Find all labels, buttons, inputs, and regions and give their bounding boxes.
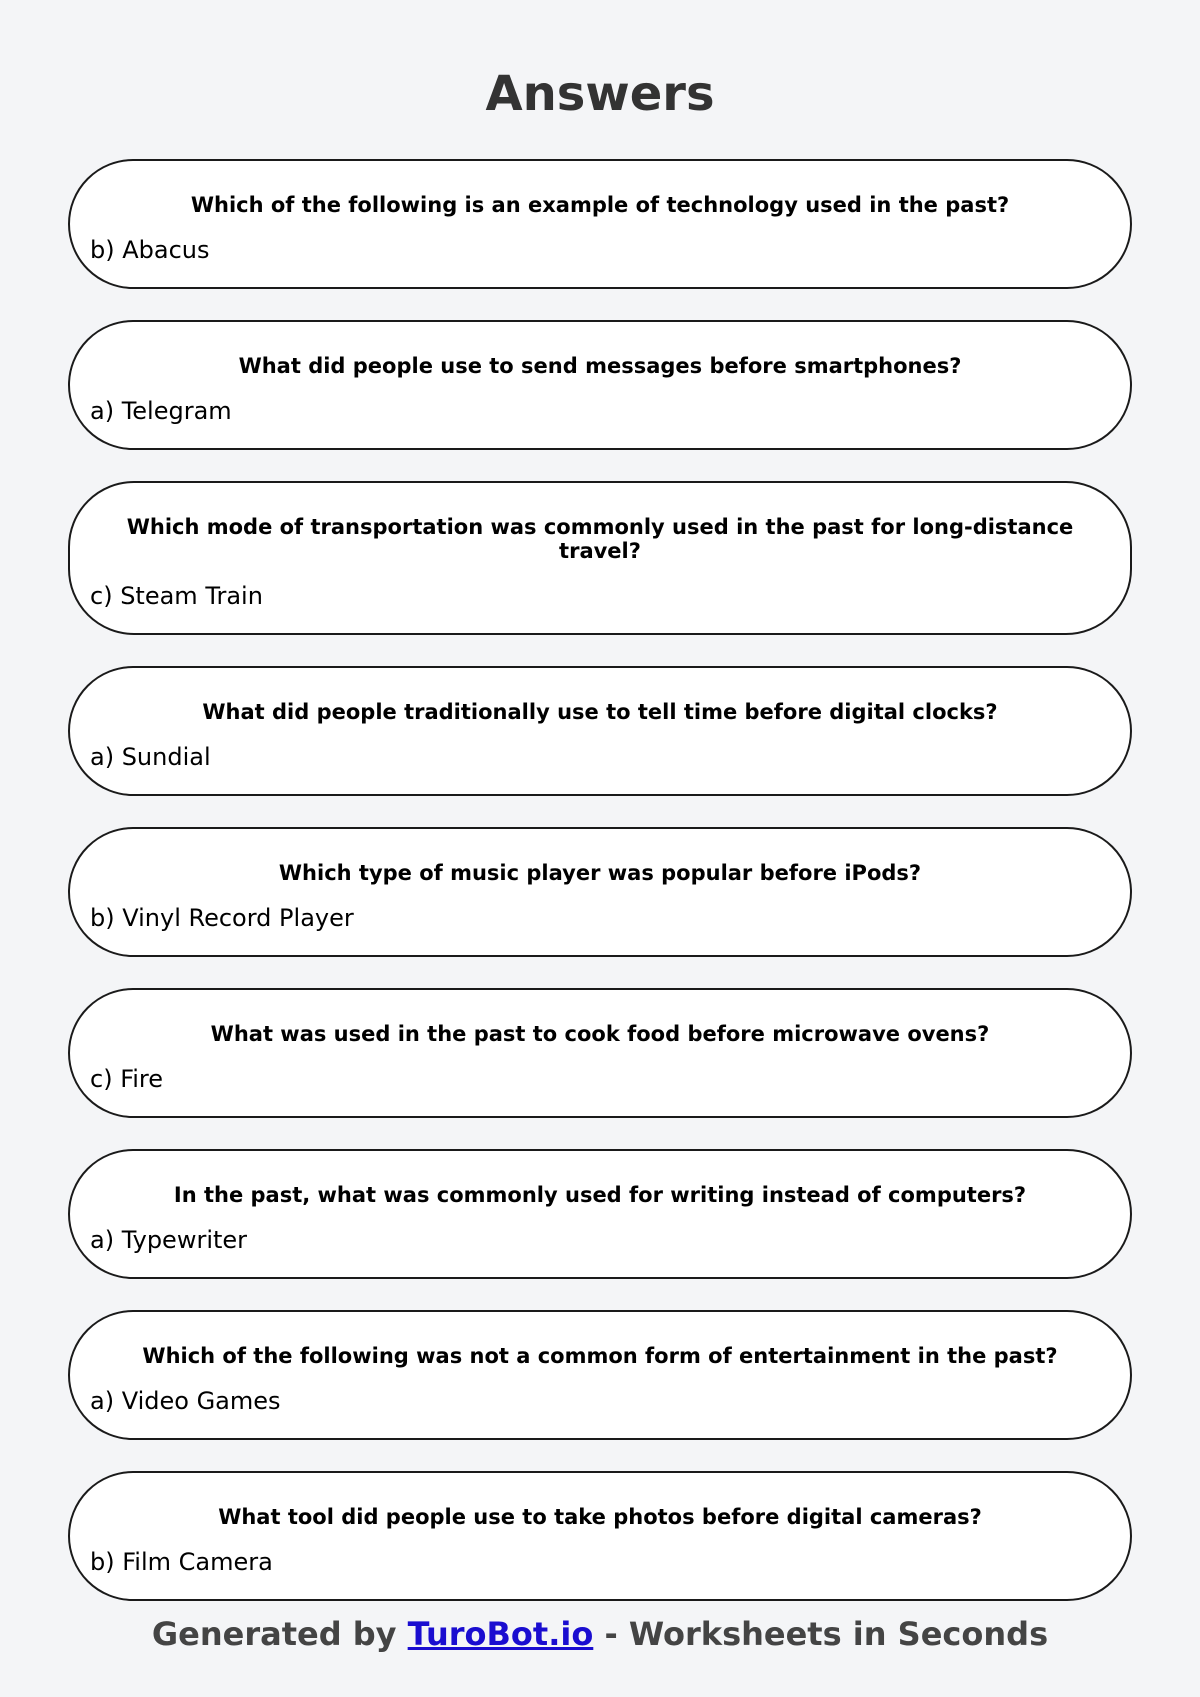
page-title: Answers	[485, 66, 715, 122]
answer-card	[68, 827, 1132, 957]
footer-suffix: - Worksheets in Seconds	[593, 1615, 1049, 1653]
question-text: What was used in the past to cook food before microwave ovens?	[210, 1022, 990, 1046]
question-text: What did people use to send messages before smartphones?	[238, 354, 962, 378]
answer-text: a) Video Games	[90, 1387, 281, 1415]
question-text: What tool did people use to take photos before digital cameras?	[218, 1505, 982, 1529]
answer-card	[68, 1471, 1132, 1601]
answer-card	[68, 988, 1132, 1118]
footer	[0, 1615, 1200, 1653]
answer-text: c) Steam Train	[90, 582, 263, 610]
question-text: Which of the following is an example of technology used in the past?	[190, 193, 1010, 217]
question-text: In the past, what was commonly used for writing instead of computers?	[173, 1183, 1027, 1207]
turobot-link[interactable]: TuroBot.io	[407, 1615, 594, 1653]
answer-card	[68, 159, 1132, 289]
answer-text: a) Sundial	[90, 743, 211, 771]
answer-text: a) Telegram	[90, 397, 232, 425]
answer-list	[68, 159, 1132, 1632]
answer-card	[68, 666, 1132, 796]
answer-text: b) Abacus	[90, 236, 210, 264]
answer-text: c) Fire	[90, 1065, 164, 1093]
question-text: Which of the following was not a common form of entertainment in the past?	[142, 1344, 1058, 1368]
question-text: Which type of music player was popular before iPods?	[278, 861, 922, 885]
footer-prefix: Generated by	[151, 1615, 408, 1653]
answer-card	[68, 320, 1132, 450]
answer-card	[68, 1149, 1132, 1279]
answer-card	[68, 1310, 1132, 1440]
question-text: What did people traditionally use to tell time before digital clocks?	[202, 700, 998, 724]
answer-card	[68, 481, 1132, 635]
answer-text: b) Film Camera	[90, 1548, 273, 1576]
answer-text: b) Vinyl Record Player	[90, 904, 354, 932]
question-text: Which mode of transportation was commonly used in the past for long-distance travel?	[126, 515, 1074, 563]
answer-text: a) Typewriter	[90, 1226, 248, 1254]
